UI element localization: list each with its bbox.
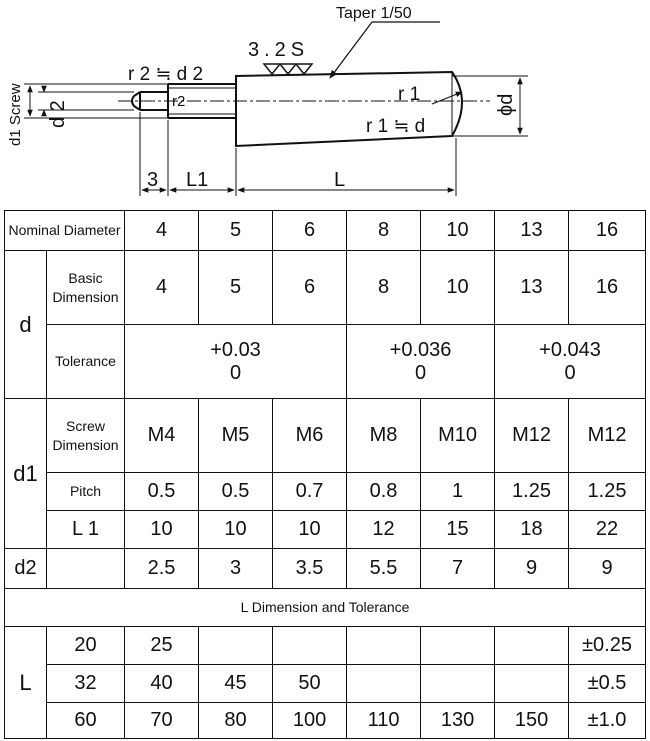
l-cell: 50	[273, 665, 347, 703]
d-tolerance-row	[5, 325, 646, 399]
taper-leader	[330, 22, 440, 78]
surface-finish-symbol	[264, 64, 312, 74]
d2-label: d 2	[47, 100, 69, 128]
l-group-label: L	[5, 627, 47, 739]
l-row	[5, 665, 646, 703]
l-cell: 70	[125, 703, 199, 739]
l1-row	[5, 511, 646, 549]
l1-cell: 10	[199, 511, 273, 549]
l-cell: 45	[199, 665, 273, 703]
taper-label: Taper 1/50	[336, 5, 412, 22]
l-cell	[421, 665, 495, 703]
nominal-cell: 16	[569, 211, 646, 251]
basic-dim-label-line1: Basic	[68, 270, 103, 287]
l-cell	[347, 665, 421, 703]
pitch-cell: 1	[421, 473, 495, 511]
l1-cell: 15	[421, 511, 495, 549]
l-section-title: L Dimension and Tolerance	[5, 589, 646, 627]
dim-l1-label: L1	[186, 169, 209, 191]
d2-cell: 2.5	[125, 549, 199, 589]
basic-dim-label	[47, 251, 125, 325]
r1-label: r 1	[398, 84, 421, 105]
l-row	[5, 627, 646, 665]
d2-cell: 3.5	[273, 549, 347, 589]
l1-cell: 10	[273, 511, 347, 549]
l-tolerance-cell: ±1.0	[569, 703, 646, 739]
l-row	[5, 703, 646, 739]
l-cell: 40	[125, 665, 199, 703]
l1-cell: 22	[569, 511, 646, 549]
pitch-label: Pitch	[47, 473, 125, 511]
d2-cell: 3	[199, 549, 273, 589]
tolerance-lower: 0	[564, 361, 576, 384]
l1-cell: 12	[347, 511, 421, 549]
pitch-cell: 0.8	[347, 473, 421, 511]
screw-dim-cell: M8	[347, 399, 421, 473]
tolerance-label: Tolerance	[47, 325, 125, 399]
l-cell	[421, 627, 495, 665]
r2-eq-label: r 2 ≒ d 2	[128, 64, 204, 85]
basic-dim-cell: 4	[125, 251, 199, 325]
l-cell: 60	[47, 703, 125, 739]
l-cell: 150	[495, 703, 569, 739]
l-cell: 100	[273, 703, 347, 739]
surface-finish-label: 3.2S	[248, 39, 310, 61]
tolerance-upper: +0.043	[539, 338, 601, 361]
nominal-label: Nominal Diameter	[5, 211, 125, 251]
l-cell: 32	[47, 665, 125, 703]
d2-cell: 7	[421, 549, 495, 589]
screw-dim-label	[47, 399, 125, 473]
screw-dim-cell: M10	[421, 399, 495, 473]
l-cell: 25	[125, 627, 199, 665]
pitch-cell: 1.25	[495, 473, 569, 511]
taper-pin-drawing	[0, 0, 650, 205]
tolerance-cell	[125, 325, 347, 399]
r1-leader	[432, 92, 462, 104]
basic-dim-cell: 5	[199, 251, 273, 325]
l-cell: 20	[47, 627, 125, 665]
l-section-row	[5, 589, 646, 627]
l1-label: L 1	[47, 511, 125, 549]
basic-dim-cell: 16	[569, 251, 646, 325]
basic-dim-label-line2: Dimension	[52, 288, 119, 305]
dim-3-label: 3	[147, 169, 159, 191]
d1-screw-label: d1 Screw	[7, 83, 24, 146]
l-cell: 110	[347, 703, 421, 739]
tolerance-lower: 0	[414, 361, 427, 384]
l-tolerance-cell: ±0.25	[569, 627, 646, 665]
screw-dim-cell: M5	[199, 399, 273, 473]
d-group-label: d	[5, 251, 47, 399]
tolerance-upper: +0.03	[210, 338, 261, 361]
pitch-cell: 0.7	[273, 473, 347, 511]
d1-group-label: d1	[5, 399, 47, 549]
nominal-row	[5, 211, 646, 251]
l-cell	[495, 665, 569, 703]
phi-d-label: ϕd	[495, 93, 517, 116]
r2-label: r2	[172, 93, 186, 110]
tolerance-upper: +0.036	[389, 338, 452, 361]
d2-row	[5, 549, 646, 589]
d-basic-row	[5, 251, 646, 325]
tolerance-cell	[495, 325, 646, 399]
nominal-cell: 5	[199, 211, 273, 251]
l-cell	[495, 627, 569, 665]
d1-screw-row	[5, 399, 646, 473]
pitch-cell: 1.25	[569, 473, 646, 511]
pitch-cell: 0.5	[199, 473, 273, 511]
pitch-row	[5, 473, 646, 511]
l-cell	[273, 627, 347, 665]
spec-table	[4, 210, 646, 739]
screw-dim-cell: M6	[273, 399, 347, 473]
nominal-cell: 13	[495, 211, 569, 251]
screw-dim-cell: M4	[125, 399, 199, 473]
d2-empty	[47, 549, 125, 589]
basic-dim-cell: 8	[347, 251, 421, 325]
nominal-cell: 8	[347, 211, 421, 251]
basic-dim-cell: 13	[495, 251, 569, 325]
l-tolerance-cell: ±0.5	[569, 665, 646, 703]
nominal-cell: 10	[421, 211, 495, 251]
l-cell: 130	[421, 703, 495, 739]
l-cell: 80	[199, 703, 273, 739]
tolerance-cell	[347, 325, 495, 399]
basic-dim-cell: 6	[273, 251, 347, 325]
tapered-body	[236, 72, 462, 146]
basic-dim-cell: 10	[421, 251, 495, 325]
dim-l-label: L	[334, 169, 346, 191]
l1-cell: 10	[125, 511, 199, 549]
l-cell	[347, 627, 421, 665]
tolerance-lower: 0	[229, 361, 242, 384]
d2-cell: 9	[569, 549, 646, 589]
screw-dim-label-line1: Screw	[66, 418, 105, 435]
l-cell	[199, 627, 273, 665]
d2-cell: 9	[495, 549, 569, 589]
pitch-cell: 0.5	[125, 473, 199, 511]
d2-cell: 5.5	[347, 549, 421, 589]
r1-eq-label: r 1 ≒ d	[366, 116, 426, 137]
d2-label: d2	[5, 549, 47, 589]
nominal-cell: 6	[273, 211, 347, 251]
screw-dim-cell: M12	[569, 399, 646, 473]
screw-dim-cell: M12	[495, 399, 569, 473]
screw-dim-label-line2: Dimension	[52, 436, 119, 453]
l1-cell: 18	[495, 511, 569, 549]
nominal-cell: 4	[125, 211, 199, 251]
